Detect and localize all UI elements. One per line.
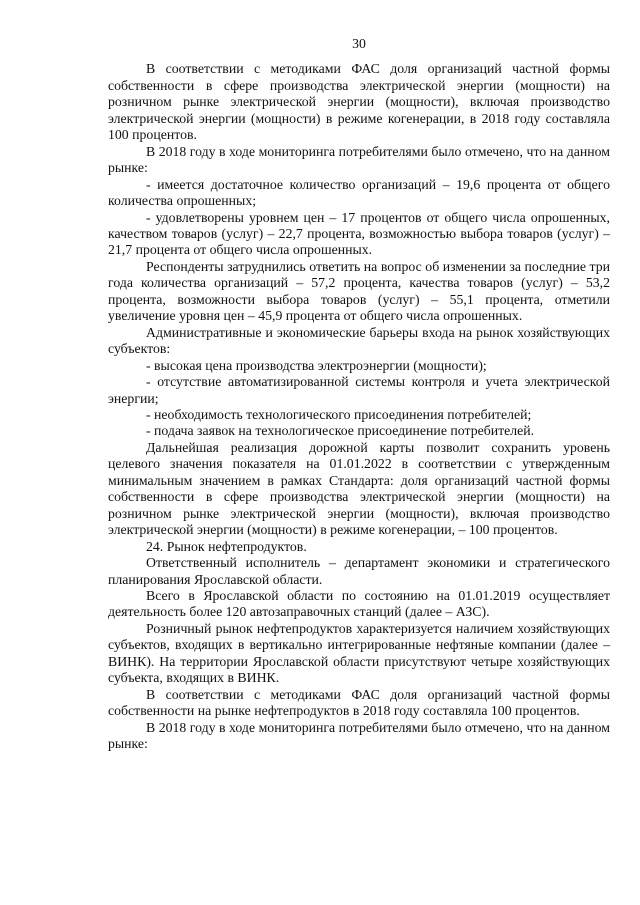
paragraph: - имеется достаточное количество организаций – 19,6 процента от общего количества опрошенных;: [108, 176, 610, 209]
paragraph: В соответствии с методиками ФАС доля организаций частной формы собственности в сфере производства электрической энергии (мощности) на розничном рынке электрической энергии (мощности), включая производство электрической энергии (мощности) в режиме когенерации, в 2018 году составляла 100 процентов.: [108, 61, 610, 143]
paragraph: В 2018 году в ходе мониторинга потребителями было отмечено, что на данном рынке:: [108, 719, 610, 752]
paragraph: - необходимость технологического присоединения потребителей;: [146, 406, 532, 422]
paragraph: В 2018 году в ходе мониторинга потребителями было отмечено, что на данном рынке:: [108, 143, 610, 176]
paragraph: В соответствии с методиками ФАС доля организаций частной формы собственности на рынке нефтепродуктов в 2018 году составляла 100 процентов.: [108, 686, 610, 719]
paragraph: 24. Рынок нефтепродуктов.: [146, 538, 307, 554]
paragraph: - подача заявок на технологическое присоединение потребителей.: [146, 423, 535, 439]
paragraph: Всего в Ярославской области по состоянию на 01.01.2019 осуществляет деятельность более 120 автозаправочных станций (далее – АЗС).: [108, 587, 610, 620]
paragraph: Ответственный исполнитель – департамент экономики и стратегического планирования Ярославской области.: [108, 555, 610, 587]
paragraph: Административные и экономические барьеры входа на рынок хозяйствующих субъектов:: [108, 324, 610, 357]
paragraph: - удовлетворены уровнем цен – 17 процентов от общего числа опрошенных, качеством товаров (услуг) – 22,7 процента, возможностью выбора товаров (услуг) – 21,7 процента от общего числа опрошенных.: [108, 209, 610, 258]
document-body: [108, 61, 610, 752]
paragraph: Дальнейшая реализация дорожной карты позволит сохранить уровень целевого значения показателя на 01.01.2022 в соответствии с утвержденным минимальным значением в рамках Стандарта: доля организаций частной формы собственности в сфере производства электрической энергии (мощности) на розничном рынке электрической энергии (мощности), включая производство электрической энергии (мощности) в режиме когенерации, – 100 процентов.: [108, 439, 610, 538]
paragraph: - высокая цена производства электроэнергии (мощности);: [146, 357, 487, 373]
paragraph: Розничный рынок нефтепродуктов характеризуется наличием хозяйствующих субъектов, входящих в вертикально интегрированные нефтяные компании (далее – ВИНК). На территории Ярославской области присутствуют четыре хозяйствующих субъекта, входящих в ВИНК.: [108, 620, 610, 686]
page-number: 30: [352, 36, 366, 51]
paragraph: Респонденты затруднились ответить на вопрос об изменении за последние три года количества организаций – 57,2 процента, качества товаров (услуг) – 53,2 процента, возможности выбора товаров (услуг) – 55,1 процента, отметили увеличение уровня цен – 45,9 процента от общего числа опрошенных.: [108, 258, 610, 324]
paragraph: - отсутствие автоматизированной системы контроля и учета электрической энергии;: [108, 374, 610, 406]
document-page: [108, 36, 610, 752]
